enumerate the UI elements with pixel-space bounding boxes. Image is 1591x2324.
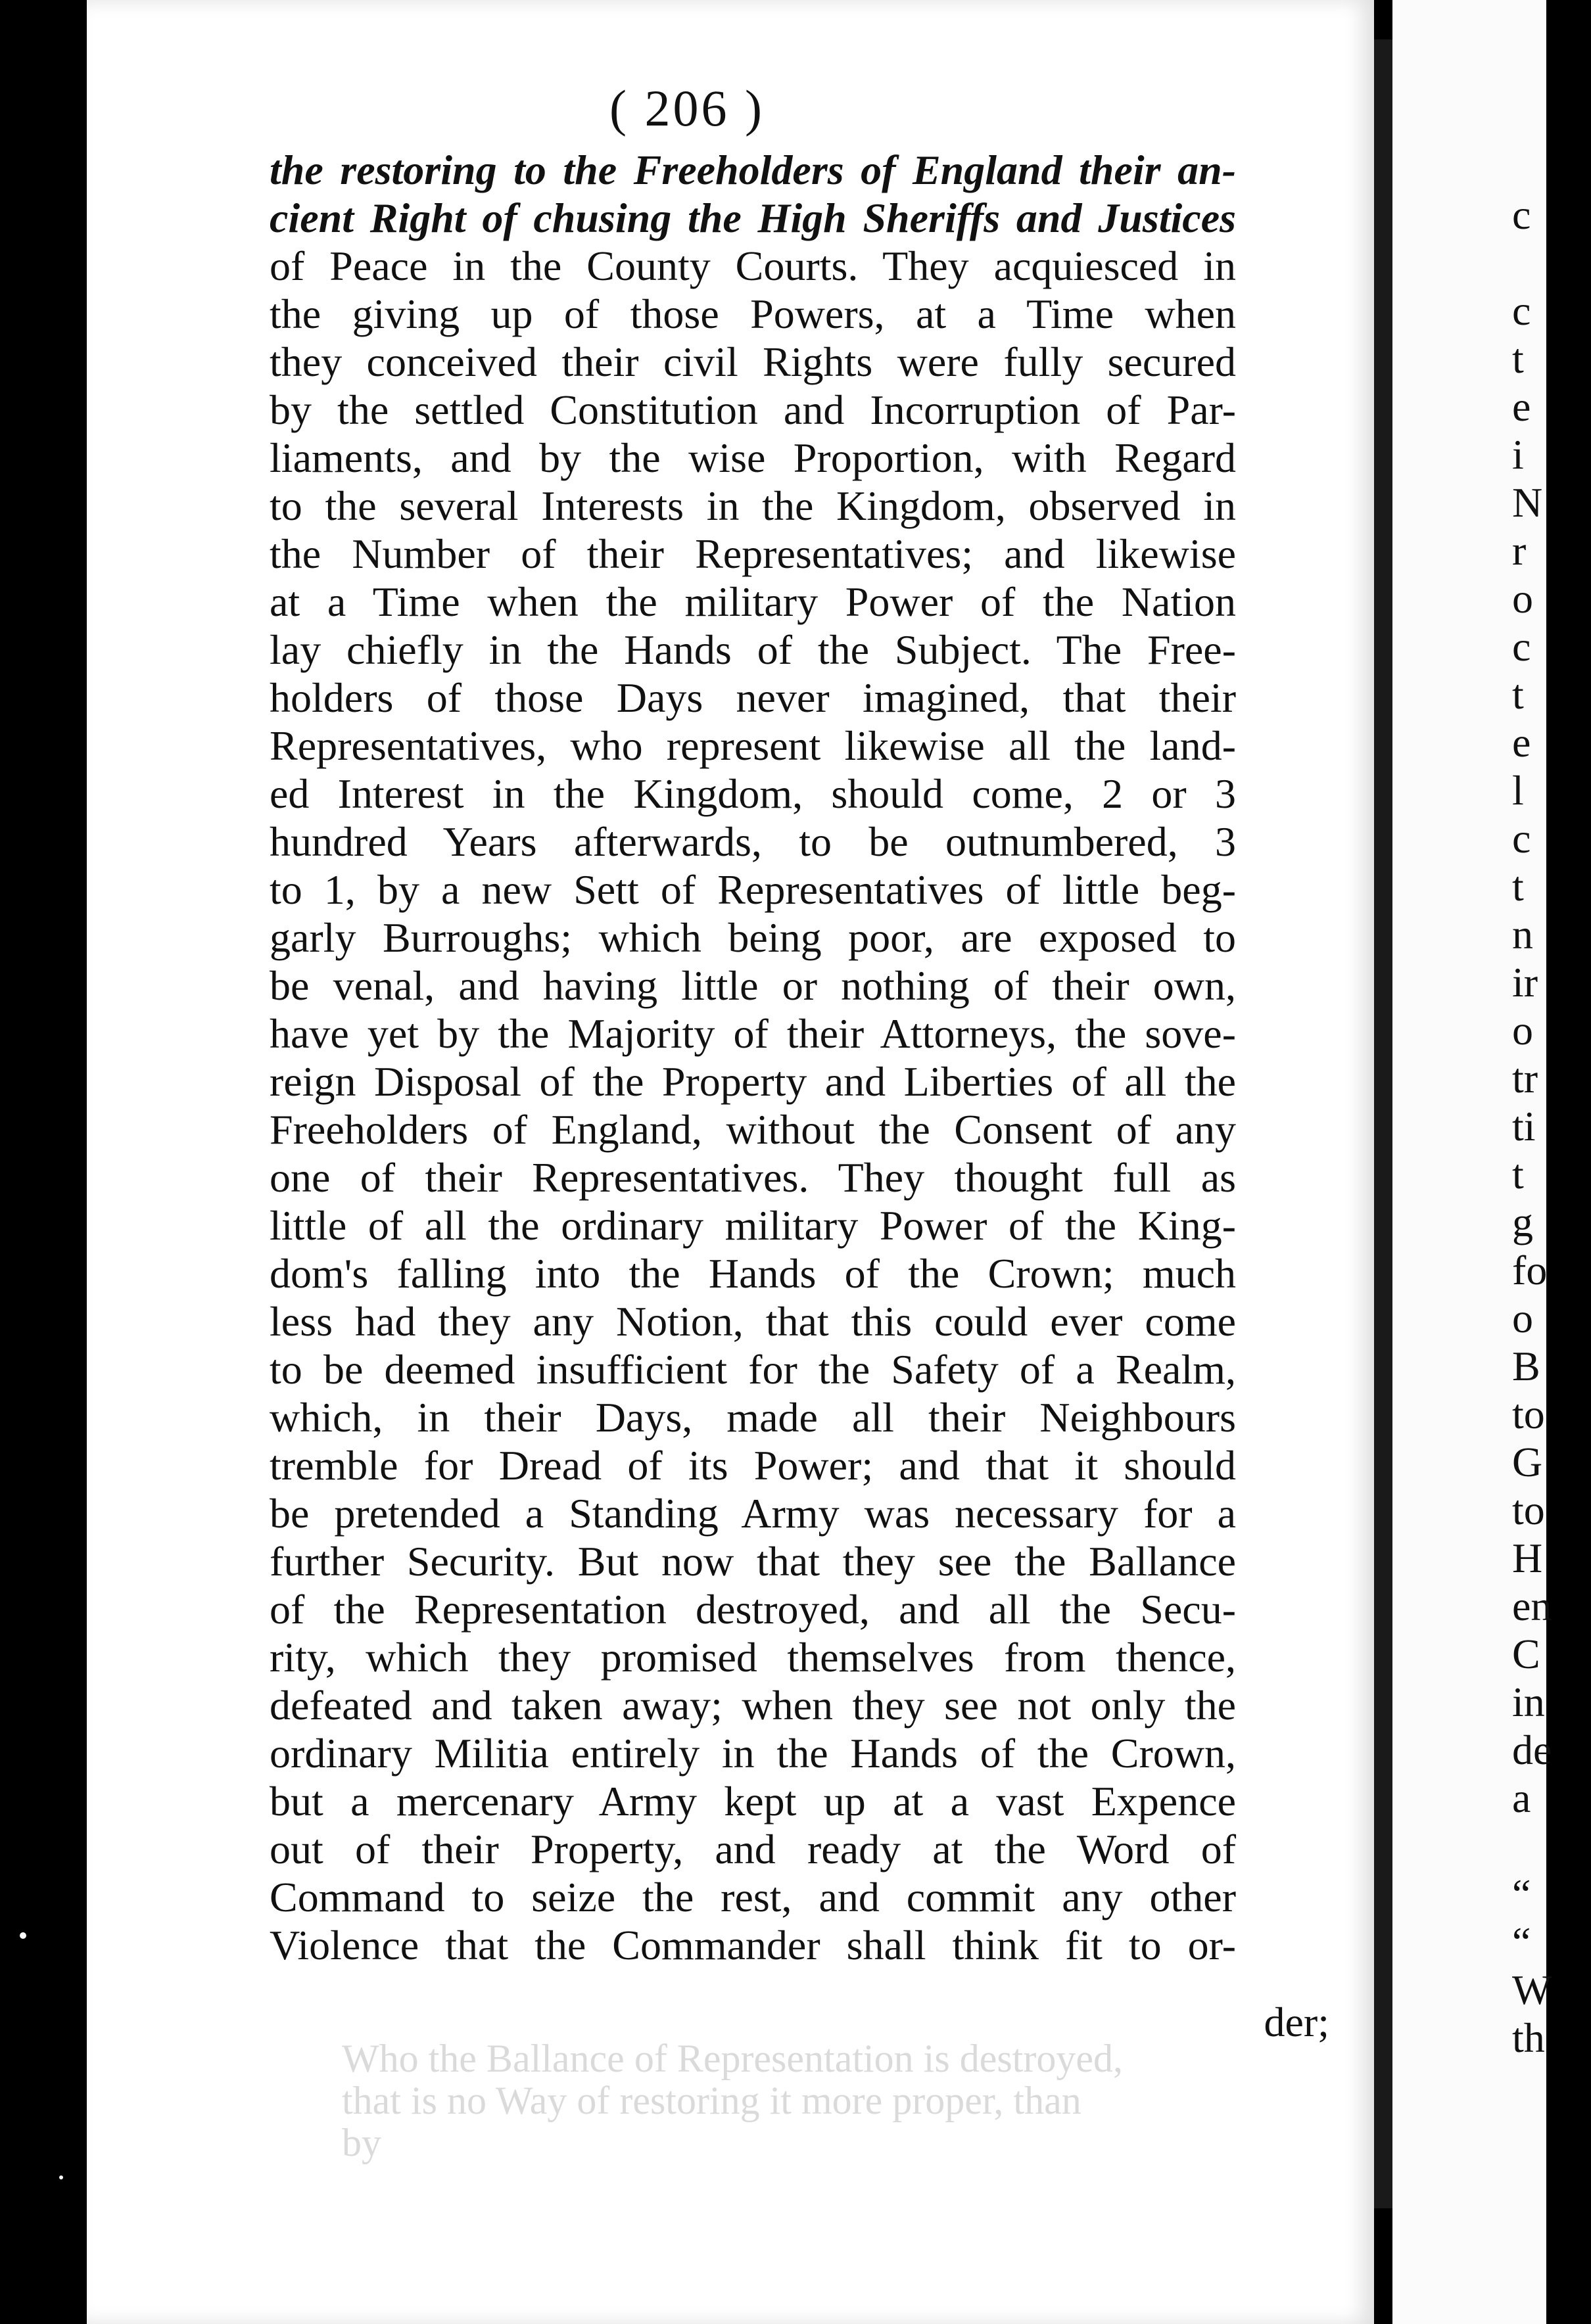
fragment-line: “ <box>1512 1918 1531 1965</box>
text-line: the giving up of those Powers, at a Time when <box>270 290 1236 337</box>
fragment-line: e <box>1512 383 1531 430</box>
fragment-line: o <box>1512 1007 1533 1054</box>
text-line: to the several Interests in the Kingdom, observed in <box>270 482 1236 529</box>
text-line: holders of those Days never imagined, that their <box>270 674 1236 721</box>
page-number: ( 206 ) <box>609 80 765 137</box>
text-line: the restoring to the Freeholders of England their an- <box>270 147 1236 193</box>
fragment-line: “ <box>1512 1871 1531 1917</box>
fragment-line: th <box>1512 2014 1545 2061</box>
bleed-through-text <box>342 2037 1223 2164</box>
fragment-line: o <box>1512 1295 1533 1341</box>
fragment-line: to <box>1512 1391 1545 1437</box>
text-line: tremble for Dread of its Power; and that it should <box>270 1442 1236 1489</box>
fragment-line: e <box>1512 719 1531 766</box>
text-line: be venal, and having little or nothing of their own, <box>270 962 1236 1009</box>
text-line: cient Right of chusing the High Sheriffs and Justices <box>270 195 1236 241</box>
fragment-line: t <box>1512 671 1524 718</box>
fragment-line: o <box>1512 575 1533 622</box>
fragment-line: N <box>1512 479 1543 526</box>
fragment-line: c <box>1512 191 1531 238</box>
fragment-line <box>1512 239 1591 287</box>
scan-speck <box>20 1932 26 1939</box>
book-gutter <box>1374 39 1394 2208</box>
text-line: hundred Years afterwards, to be outnumbered, 3 <box>270 818 1236 865</box>
text-line: Command to seize the rest, and commit any other <box>270 1874 1236 1920</box>
text-line: have yet by the Majority of their Attorneys, the sove- <box>270 1010 1236 1057</box>
fragment-line: t <box>1512 863 1524 910</box>
text-line: defeated and taken away; when they see not only the <box>270 1682 1236 1729</box>
text-line: ordinary Militia entirely in the Hands of the Crown, <box>270 1730 1236 1777</box>
text-line: further Security. But now that they see the Ballance <box>270 1538 1236 1585</box>
text-line: to be deemed insufficient for the Safety of a Realm, <box>270 1346 1236 1393</box>
facing-page-fragments <box>1512 191 1591 2062</box>
bleed-line: that is no Way of restoring it more proper, than <box>342 2079 1081 2122</box>
text-line: of Peace in the County Courts. They acquiesced in <box>270 243 1236 289</box>
catchword: der; <box>1264 1999 1329 2045</box>
fragment-line: ti <box>1512 1103 1536 1150</box>
fragment-line: ir <box>1512 959 1538 1006</box>
text-line: liaments, and by the wise Proportion, with Regard <box>270 434 1236 481</box>
text-line: Representatives, who represent likewise all the land- <box>270 722 1236 769</box>
fragment-line: g <box>1512 1199 1533 1245</box>
text-line: of the Representation destroyed, and all the Secu- <box>270 1586 1236 1633</box>
fragment-line: B <box>1512 1343 1540 1389</box>
text-line: little of all the ordinary military Power of the King- <box>270 1202 1236 1249</box>
fragment-line: r <box>1512 527 1527 574</box>
text-line: ed Interest in the Kingdom, should come, 2 or 3 <box>270 770 1236 817</box>
body-text <box>270 146 1236 1969</box>
fragment-line: t <box>1512 335 1524 382</box>
scan-speck <box>59 2175 63 2179</box>
fragment-line: W <box>1512 1966 1552 2013</box>
fragment-line: i <box>1512 431 1524 478</box>
fragment-line: fo <box>1512 1247 1548 1293</box>
fragment-line: a <box>1512 1775 1531 1821</box>
text-line: out of their Property, and ready at the Word of <box>270 1826 1236 1872</box>
text-line: be pretended a Standing Army was necessary for a <box>270 1490 1236 1537</box>
text-line: one of their Representatives. They thought full as <box>270 1154 1236 1201</box>
text-line: rity, which they promised themselves from thence, <box>270 1634 1236 1681</box>
text-line: by the settled Constitution and Incorruption of Par- <box>270 386 1236 433</box>
text-line: less had they any Notion, that this could ever come <box>270 1298 1236 1345</box>
fragment-line: de <box>1512 1727 1552 1773</box>
text-line: Freeholders of England, without the Consent of any <box>270 1106 1236 1153</box>
fragment-line: c <box>1512 623 1531 670</box>
fragment-line: G <box>1512 1439 1543 1485</box>
fragment-line: c <box>1512 287 1531 334</box>
fragment-line: en <box>1512 1583 1552 1629</box>
text-line: dom's falling into the Hands of the Crown; much <box>270 1250 1236 1297</box>
bleed-line: by <box>342 2121 381 2164</box>
text-line: but a mercenary Army kept up at a vast Expence <box>270 1778 1236 1824</box>
text-line: garly Burroughs; which being poor, are exposed to <box>270 914 1236 961</box>
fragment-line: l <box>1512 767 1524 814</box>
fragment-line <box>1512 1822 1591 1870</box>
text-line: the Number of their Representatives; and likewise <box>270 530 1236 577</box>
text-line: reign Disposal of the Property and Liberties of all the <box>270 1058 1236 1105</box>
fragment-line: n <box>1512 911 1533 958</box>
text-line: to 1, by a new Sett of Representatives of little beg- <box>270 866 1236 913</box>
text-line: at a Time when the military Power of the Nation <box>270 578 1236 625</box>
fragment-line: H <box>1512 1535 1543 1581</box>
text-line: which, in their Days, made all their Neighbours <box>270 1394 1236 1441</box>
bleed-line: Who the Ballance of Representation is destroyed, <box>342 2037 1123 2080</box>
fragment-line: in <box>1512 1679 1545 1725</box>
text-line: Violence that the Commander shall think fit to or- <box>270 1922 1236 1968</box>
fragment-line: tr <box>1512 1055 1538 1102</box>
fragment-line: C <box>1512 1631 1540 1677</box>
fragment-line: t <box>1512 1151 1524 1197</box>
text-line: they conceived their civil Rights were fully secured <box>270 338 1236 385</box>
fragment-line: c <box>1512 815 1531 862</box>
fragment-line: to <box>1512 1487 1545 1533</box>
text-line: lay chiefly in the Hands of the Subject. The Free- <box>270 626 1236 673</box>
